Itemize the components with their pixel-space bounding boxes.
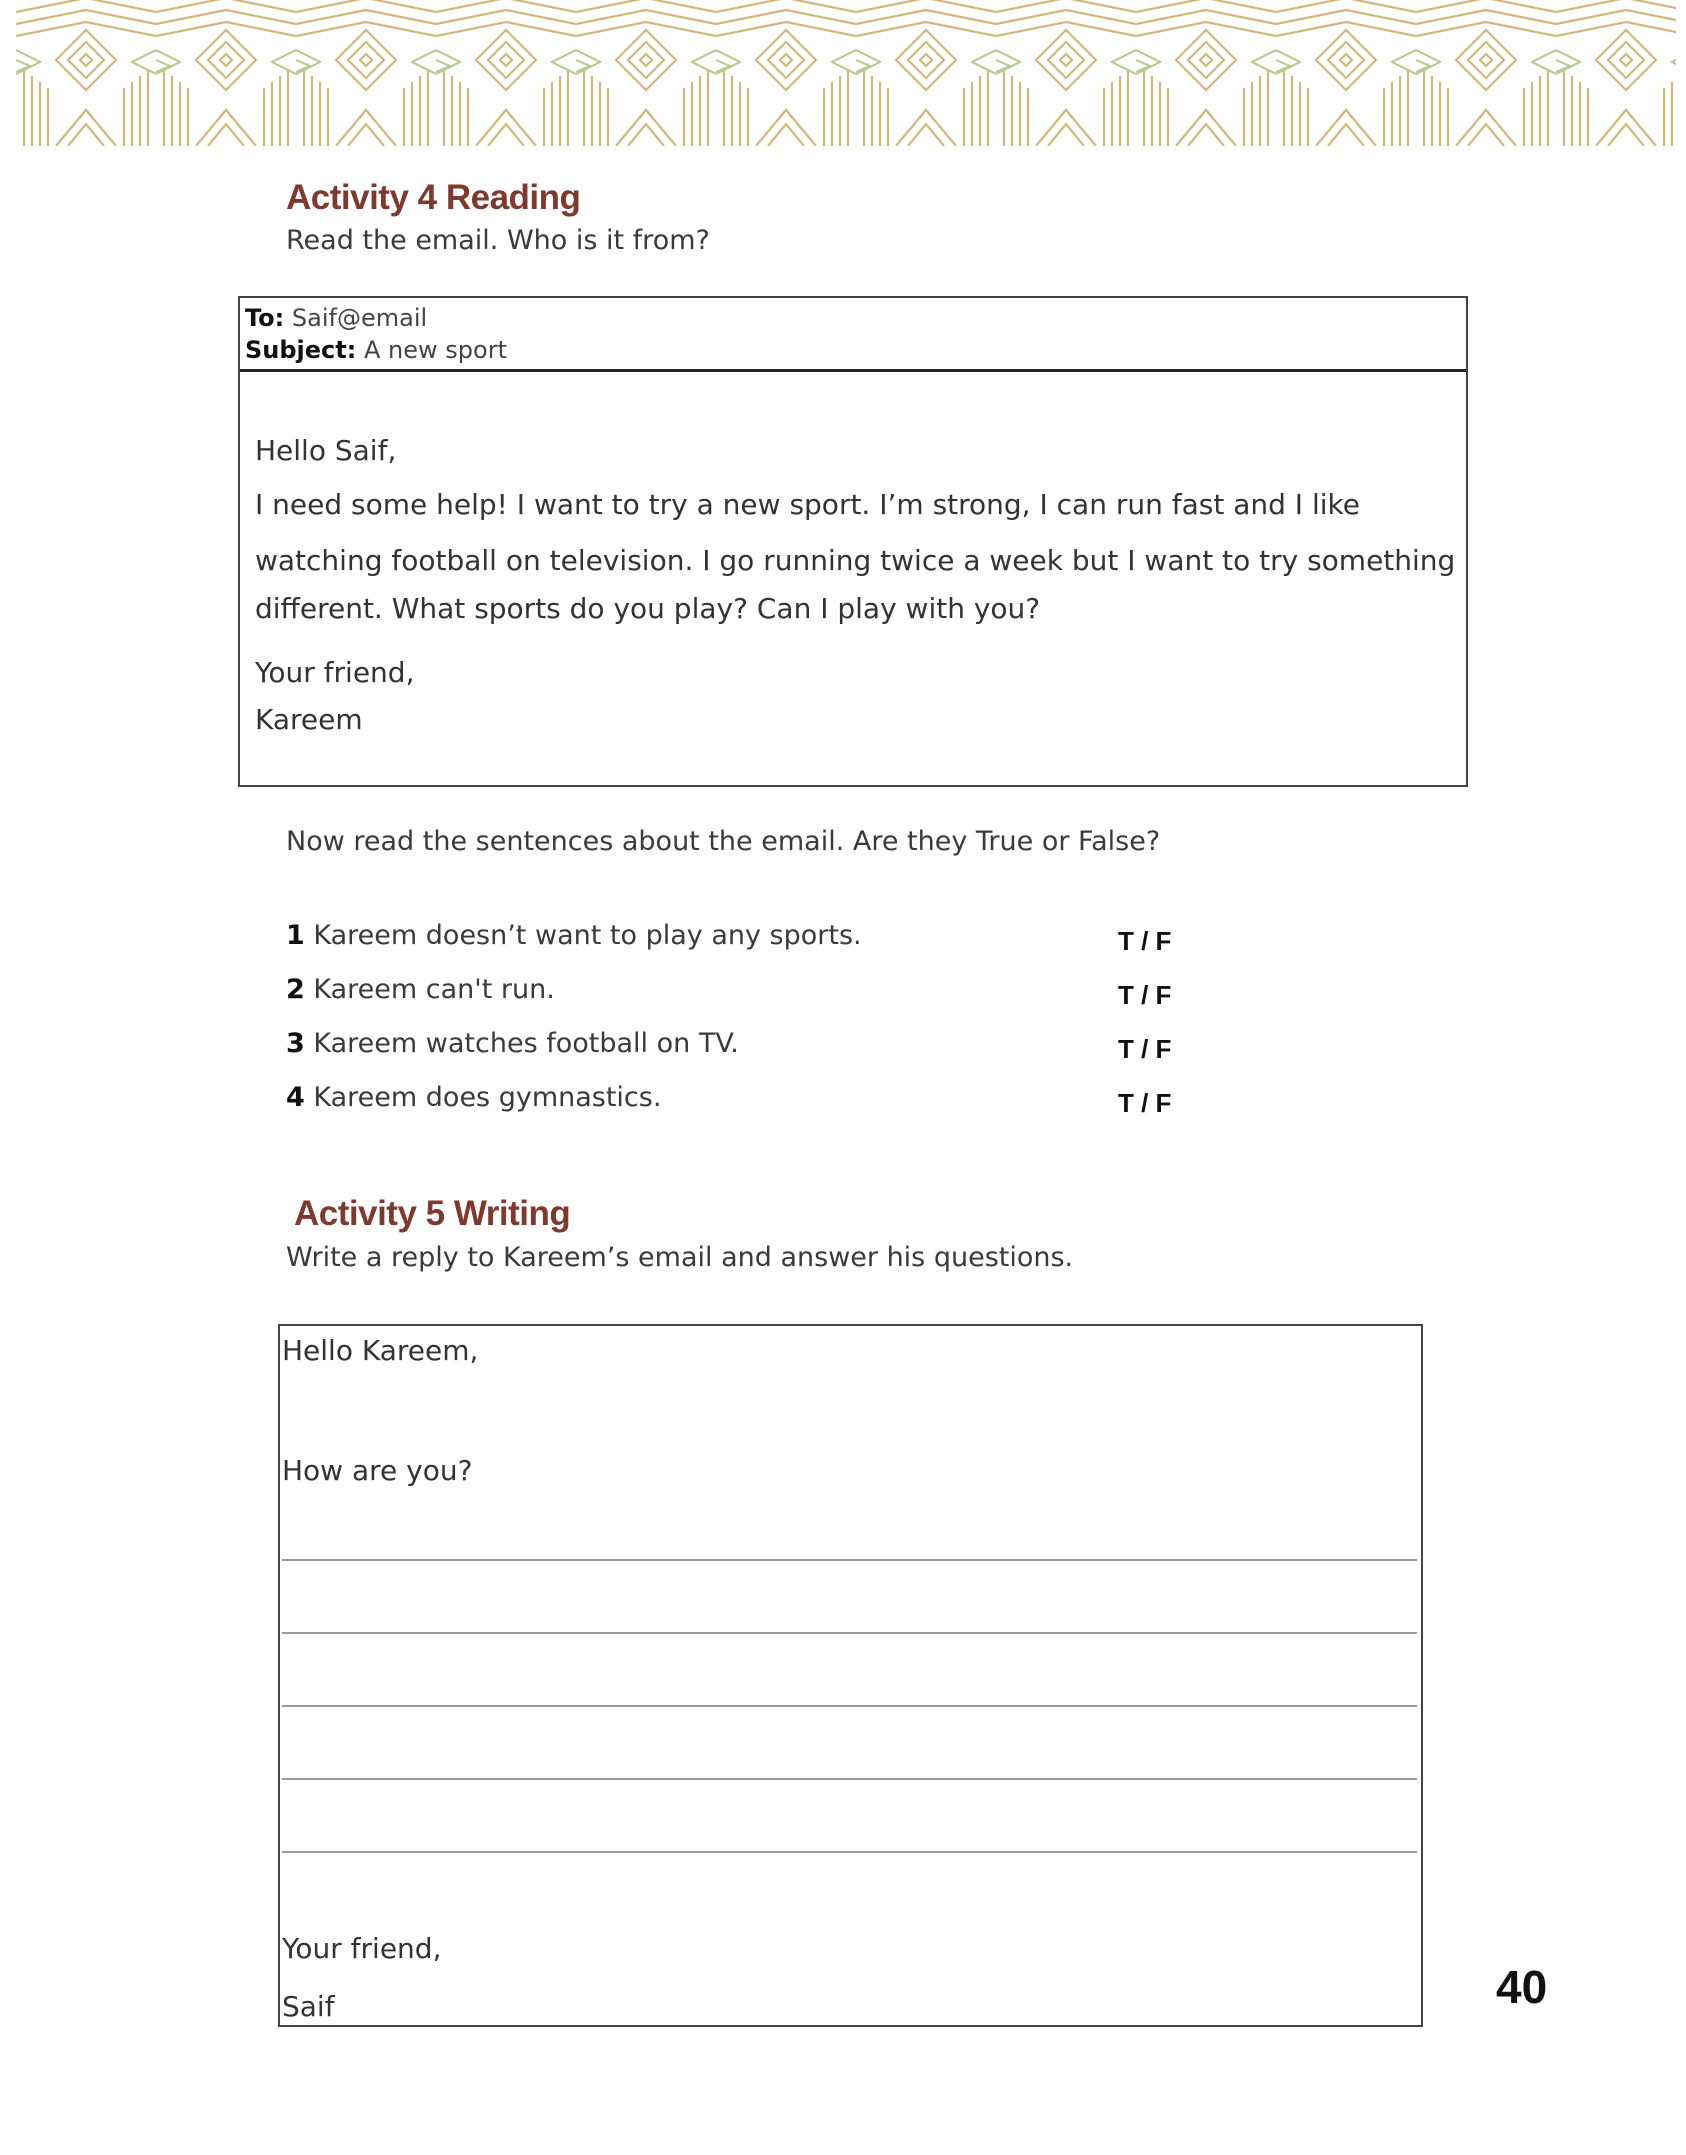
email-header xyxy=(240,298,1466,372)
email-subject-value: A new sport xyxy=(364,336,507,364)
page-number: 40 xyxy=(1496,1961,1548,2013)
email-subject-label: Subject: xyxy=(245,336,357,364)
item-text: Kareem does gymnastics. xyxy=(313,1082,662,1113)
writing-line[interactable] xyxy=(282,1632,1417,1634)
true-false-item xyxy=(286,974,1186,1014)
reply-greeting: Hello Kareem, xyxy=(282,1334,479,1367)
statement xyxy=(286,1028,739,1059)
true-false-item xyxy=(286,1028,1186,1068)
activity-4-heading: Activity 4 Reading xyxy=(286,178,581,217)
statement xyxy=(286,920,862,951)
email-to-line xyxy=(245,302,1460,334)
item-text: Kareem doesn’t want to play any sports. xyxy=(313,920,862,951)
true-false-marker[interactable]: T / F xyxy=(1118,926,1172,956)
true-false-instruction: Now read the sentences about the email. Are they True or False? xyxy=(286,826,1161,857)
true-false-marker[interactable]: T / F xyxy=(1118,1088,1172,1118)
reply-opening: How are you? xyxy=(282,1454,473,1487)
decorative-banner xyxy=(16,0,1676,146)
statement xyxy=(286,1082,661,1113)
email-signature: Kareem xyxy=(255,703,363,736)
item-number: 4 xyxy=(286,1082,305,1113)
true-false-marker[interactable]: T / F xyxy=(1118,980,1172,1010)
writing-line[interactable] xyxy=(282,1778,1417,1780)
email-body-line: watching football on television. I go running twice a week but I want to try something xyxy=(255,544,1456,577)
activity-4-instruction: Read the email. Who is it from? xyxy=(286,225,710,256)
activity-5-instruction: Write a reply to Kareem’s email and answer his questions. xyxy=(286,1242,1074,1273)
true-false-item xyxy=(286,920,1186,960)
email-to-value: Saif@email xyxy=(291,304,428,332)
email-greeting: Hello Saif, xyxy=(255,434,397,467)
item-text: Kareem watches football on TV. xyxy=(313,1028,739,1059)
item-number: 1 xyxy=(286,920,305,951)
true-false-marker[interactable]: T / F xyxy=(1118,1034,1172,1064)
writing-line[interactable] xyxy=(282,1559,1417,1561)
reply-signoff: Your friend, xyxy=(282,1932,442,1965)
email-signoff: Your friend, xyxy=(255,656,415,689)
writing-line[interactable] xyxy=(282,1705,1417,1707)
email-body-line: different. What sports do you play? Can I play with you? xyxy=(255,592,1041,625)
email-to-label: To: xyxy=(245,304,285,332)
reply-signature: Saif xyxy=(282,1990,335,2023)
reply-box[interactable] xyxy=(278,1324,1423,2027)
email-box xyxy=(238,296,1468,787)
item-number: 2 xyxy=(286,974,305,1005)
email-body-line: I need some help! I want to try a new sport. I’m strong, I can run fast and I like xyxy=(255,488,1360,521)
writing-line[interactable] xyxy=(282,1851,1417,1853)
activity-5-heading: Activity 5 Writing xyxy=(294,1194,571,1233)
item-number: 3 xyxy=(286,1028,305,1059)
true-false-item xyxy=(286,1082,1186,1122)
item-text: Kareem can't run. xyxy=(313,974,555,1005)
email-subject-line xyxy=(245,334,1460,366)
statement xyxy=(286,974,555,1005)
